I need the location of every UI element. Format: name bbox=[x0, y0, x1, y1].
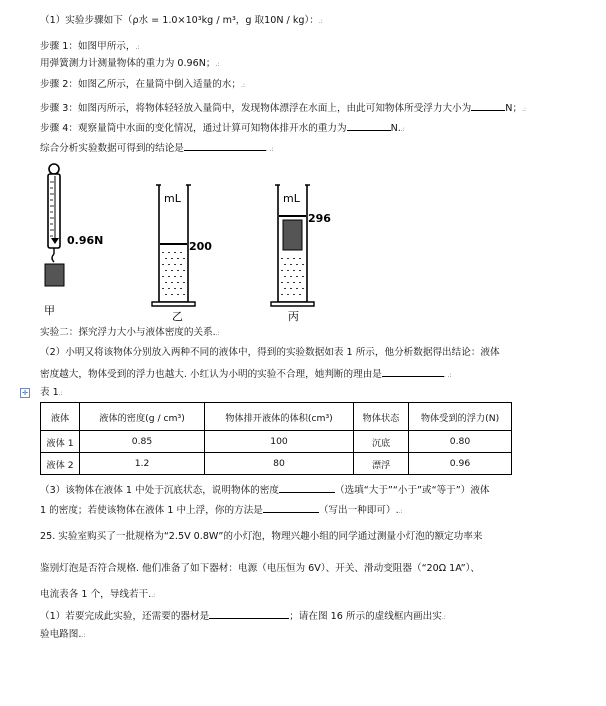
conclusion: 综合分析实验数据可得到的结论是 . .: bbox=[40, 140, 274, 156]
problem-25-line2: 鉴别灯泡是否符合规格. 他们准备了如下器材：电源（电压恒为 6V）、开关、滑动变阻器（“20Ω 1A”）、 bbox=[40, 563, 480, 574]
experiment-2-title: 实验二：探究浮力大小与液体密度的关系..: bbox=[40, 327, 220, 338]
table-cell: 液体 1 bbox=[41, 431, 80, 453]
table-row bbox=[41, 431, 512, 453]
figure-jia-spring-scale bbox=[44, 164, 64, 317]
question-3-line2: 1 的密度；若使该物体在液体 1 中上浮，你的方法是 （写出一种即可）..: bbox=[40, 502, 403, 518]
figure-bing-cylinder bbox=[271, 185, 331, 323]
figure-bing-unit: mL bbox=[283, 192, 300, 205]
step-intro: （1）实验步骤如下（ρ水 = 1.0×10³kg / m³，g 取10N / kg）：.: bbox=[40, 15, 323, 26]
table-header-cell: 液体 bbox=[41, 403, 80, 431]
figure-jia-reading: 0.96N bbox=[67, 234, 104, 247]
table-cell: 100 bbox=[205, 431, 354, 453]
answer-blank[interactable] bbox=[209, 608, 289, 619]
table-header-cell: 物体排开液体的体积(cm³) bbox=[205, 403, 354, 431]
table-cell: 0.96 bbox=[409, 453, 512, 475]
table-header-cell: 物体状态 bbox=[354, 403, 409, 431]
table-label: 表 1.: bbox=[40, 387, 63, 398]
answer-blank[interactable] bbox=[263, 502, 319, 513]
step-2: 步骤 2：如图乙所示，在量筒中倒入适量的水；.: bbox=[40, 79, 245, 90]
table-cell: 漂浮 bbox=[354, 453, 409, 475]
table-cell: 0.85 bbox=[80, 431, 205, 453]
table-move-handle-icon[interactable]: ✛ bbox=[20, 388, 30, 398]
table-cell: 1.2 bbox=[80, 453, 205, 475]
experiment-figures bbox=[34, 160, 334, 324]
figure-yi-reading: 200 bbox=[189, 240, 212, 253]
figure-jia-caption: 甲 bbox=[44, 304, 55, 317]
problem-25-line1: 25. 实验室购买了一批规格为“2.5V 0.8W”的小灯泡，物理兴趣小组的同学通过测量小灯泡的额定功率来 bbox=[40, 531, 483, 542]
figure-bing-caption: 丙 bbox=[288, 310, 299, 323]
answer-blank[interactable] bbox=[471, 100, 505, 111]
answer-blank[interactable] bbox=[184, 140, 266, 151]
problem-25-line3: 电流表各 1 个，导线若干..: bbox=[40, 589, 156, 600]
problem-25-question-1-cont: 验电路图..: bbox=[40, 629, 86, 640]
figure-yi-caption: 乙 bbox=[172, 310, 183, 323]
figure-yi-unit: mL bbox=[164, 192, 181, 205]
question-2-line2: 密度越大，物体受到的浮力也越大. 小红认为小明的实验不合理，她判断的理由是 . .: bbox=[40, 366, 452, 382]
step-1-detail: 用弹簧测力计测量物体的重力为 0.96N；.: bbox=[40, 58, 220, 69]
step-3: 步骤 3：如图丙所示，将物体轻轻放入量筒中，发现物体漂浮在水面上，由此可知物体所受浮力大小为 N；.: bbox=[40, 100, 526, 116]
table-header-cell: 液体的密度(g / cm³) bbox=[80, 403, 205, 431]
figure-bing-reading: 296 bbox=[308, 212, 331, 225]
answer-blank[interactable] bbox=[279, 482, 335, 493]
table-header-row bbox=[41, 403, 512, 431]
table-row bbox=[41, 453, 512, 475]
table-header-cell: 物体受到的浮力(N) bbox=[409, 403, 512, 431]
table-cell: 0.80 bbox=[409, 431, 512, 453]
data-table bbox=[40, 402, 512, 475]
table-cell: 液体 2 bbox=[41, 453, 80, 475]
question-3-line1: （3）该物体在液体 1 中处于沉底状态，说明物体的密度 （选填“大于”“小于”或“等于”）液体 bbox=[40, 482, 490, 497]
figure-yi-cylinder bbox=[152, 185, 212, 323]
table-cell: 80 bbox=[205, 453, 354, 475]
step-4: 步骤 4：观察量筒中水面的变化情况，通过计算可知物体排开水的重力为 N..: bbox=[40, 120, 405, 136]
question-2-line1: （2）小明又将该物体分别放入两种不同的液体中，得到的实验数据如表 1 所示，他分析数据得出结论：液体 bbox=[40, 347, 500, 358]
problem-25-question-1: （1）若要完成此实验，还需要的器材是 ；请在图 16 所示的虚线框内画出实.: bbox=[40, 608, 446, 624]
table-cell: 沉底 bbox=[354, 431, 409, 453]
answer-blank[interactable] bbox=[382, 366, 444, 377]
answer-blank[interactable] bbox=[347, 120, 391, 131]
step-1: 步骤 1：如图甲所示，.: bbox=[40, 41, 140, 52]
